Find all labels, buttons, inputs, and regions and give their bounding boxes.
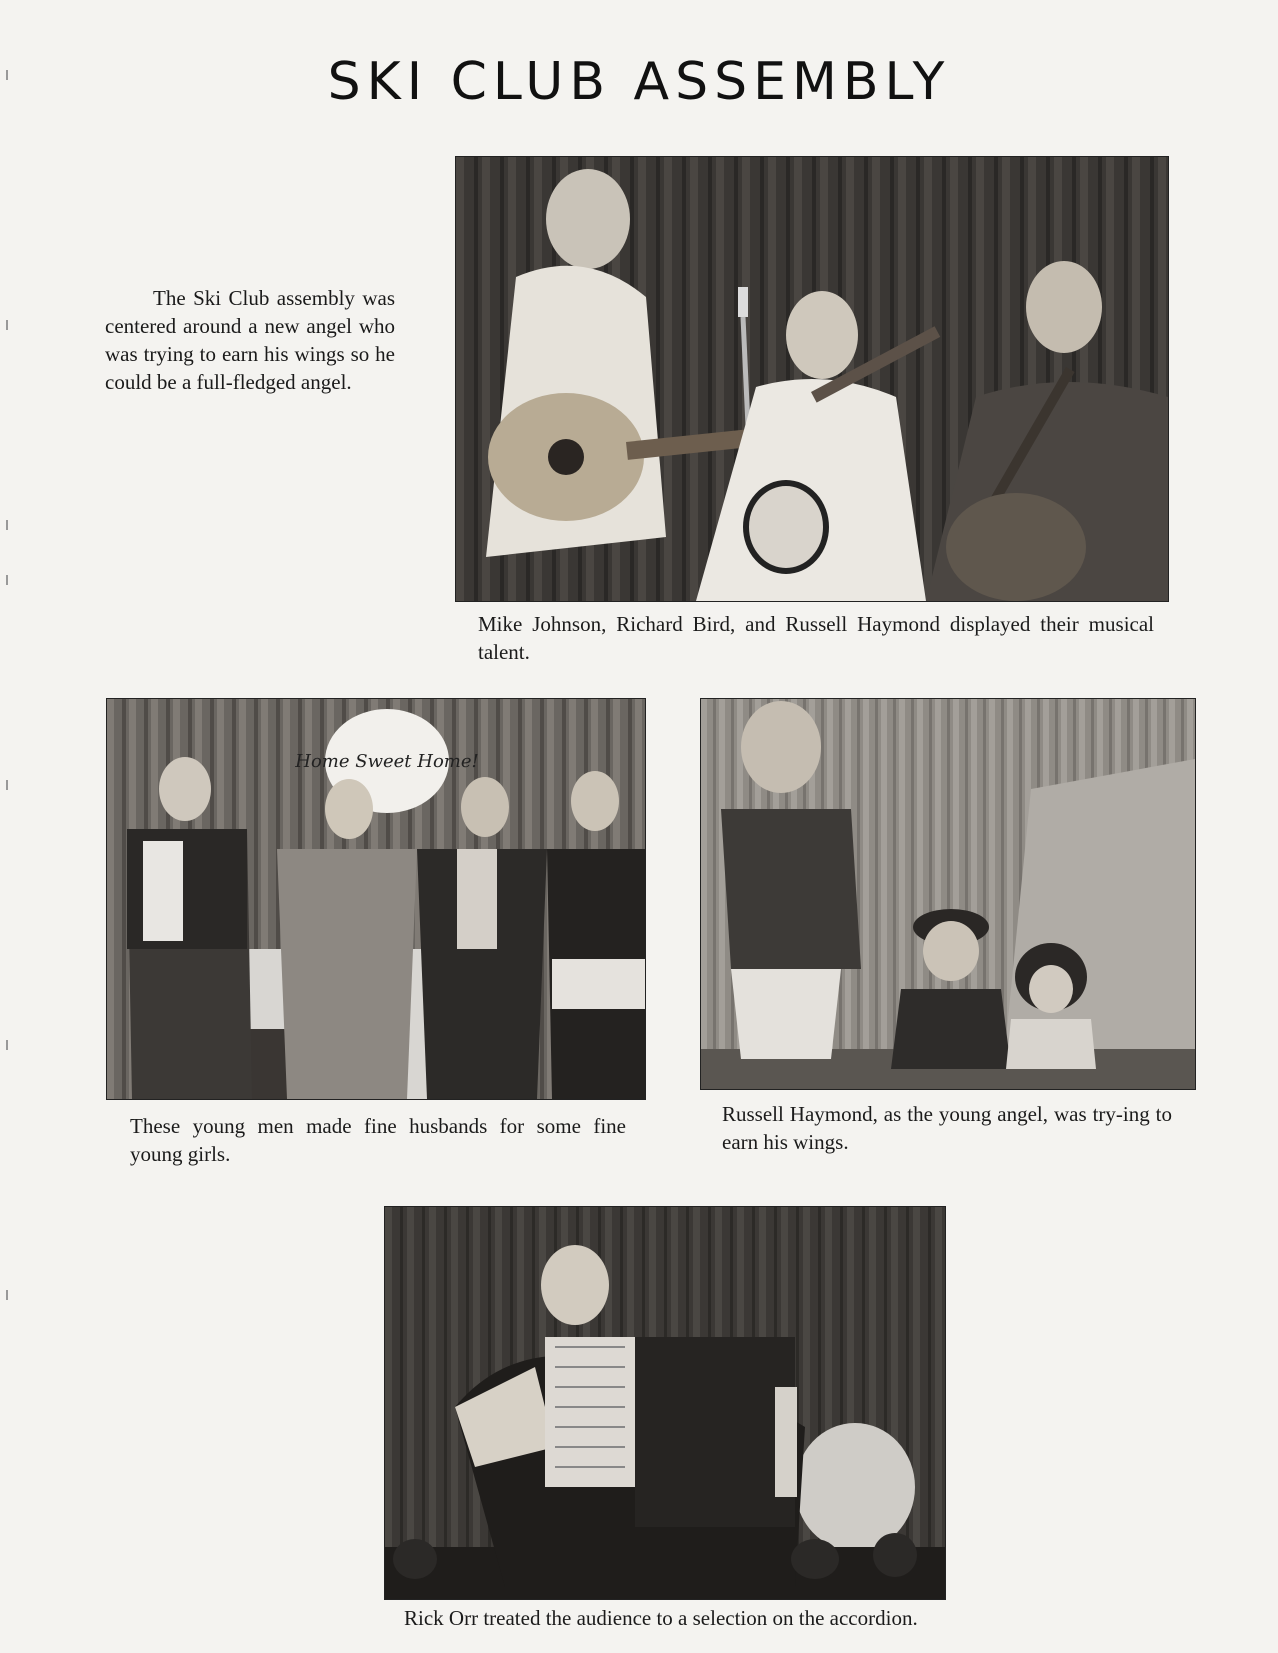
edge-mark: [6, 520, 8, 530]
home-sweet-home-sign: Home Sweet Home!: [295, 751, 479, 772]
caption-accordion: Rick Orr treated the audience to a selection on the accordion.: [404, 1606, 918, 1630]
photo-accordion: [384, 1206, 946, 1600]
caption-husbands: These young men made fine husbands for some fine young girls.: [130, 1114, 626, 1166]
caption-musicians: Mike Johnson, Richard Bird, and Russell Haymond displayed their musical talent.: [478, 612, 1154, 664]
edge-mark: [6, 1040, 8, 1050]
edge-mark: [6, 780, 8, 790]
edge-mark: [6, 575, 8, 585]
photo-angel: [700, 698, 1196, 1090]
page-title: SKI CLUB ASSEMBLY: [327, 52, 951, 112]
intro-paragraph: The Ski Club assembly was centered around a new angel who was trying to earn his wings so he could be a full-fledged angel.: [105, 286, 395, 394]
edge-mark: [6, 320, 8, 330]
caption-angel: Russell Haymond, as the young angel, was try-ing to earn his wings.: [722, 1102, 1172, 1154]
edge-mark: [6, 1290, 8, 1300]
photo-musicians: [455, 156, 1169, 602]
photo-husbands: [106, 698, 646, 1100]
